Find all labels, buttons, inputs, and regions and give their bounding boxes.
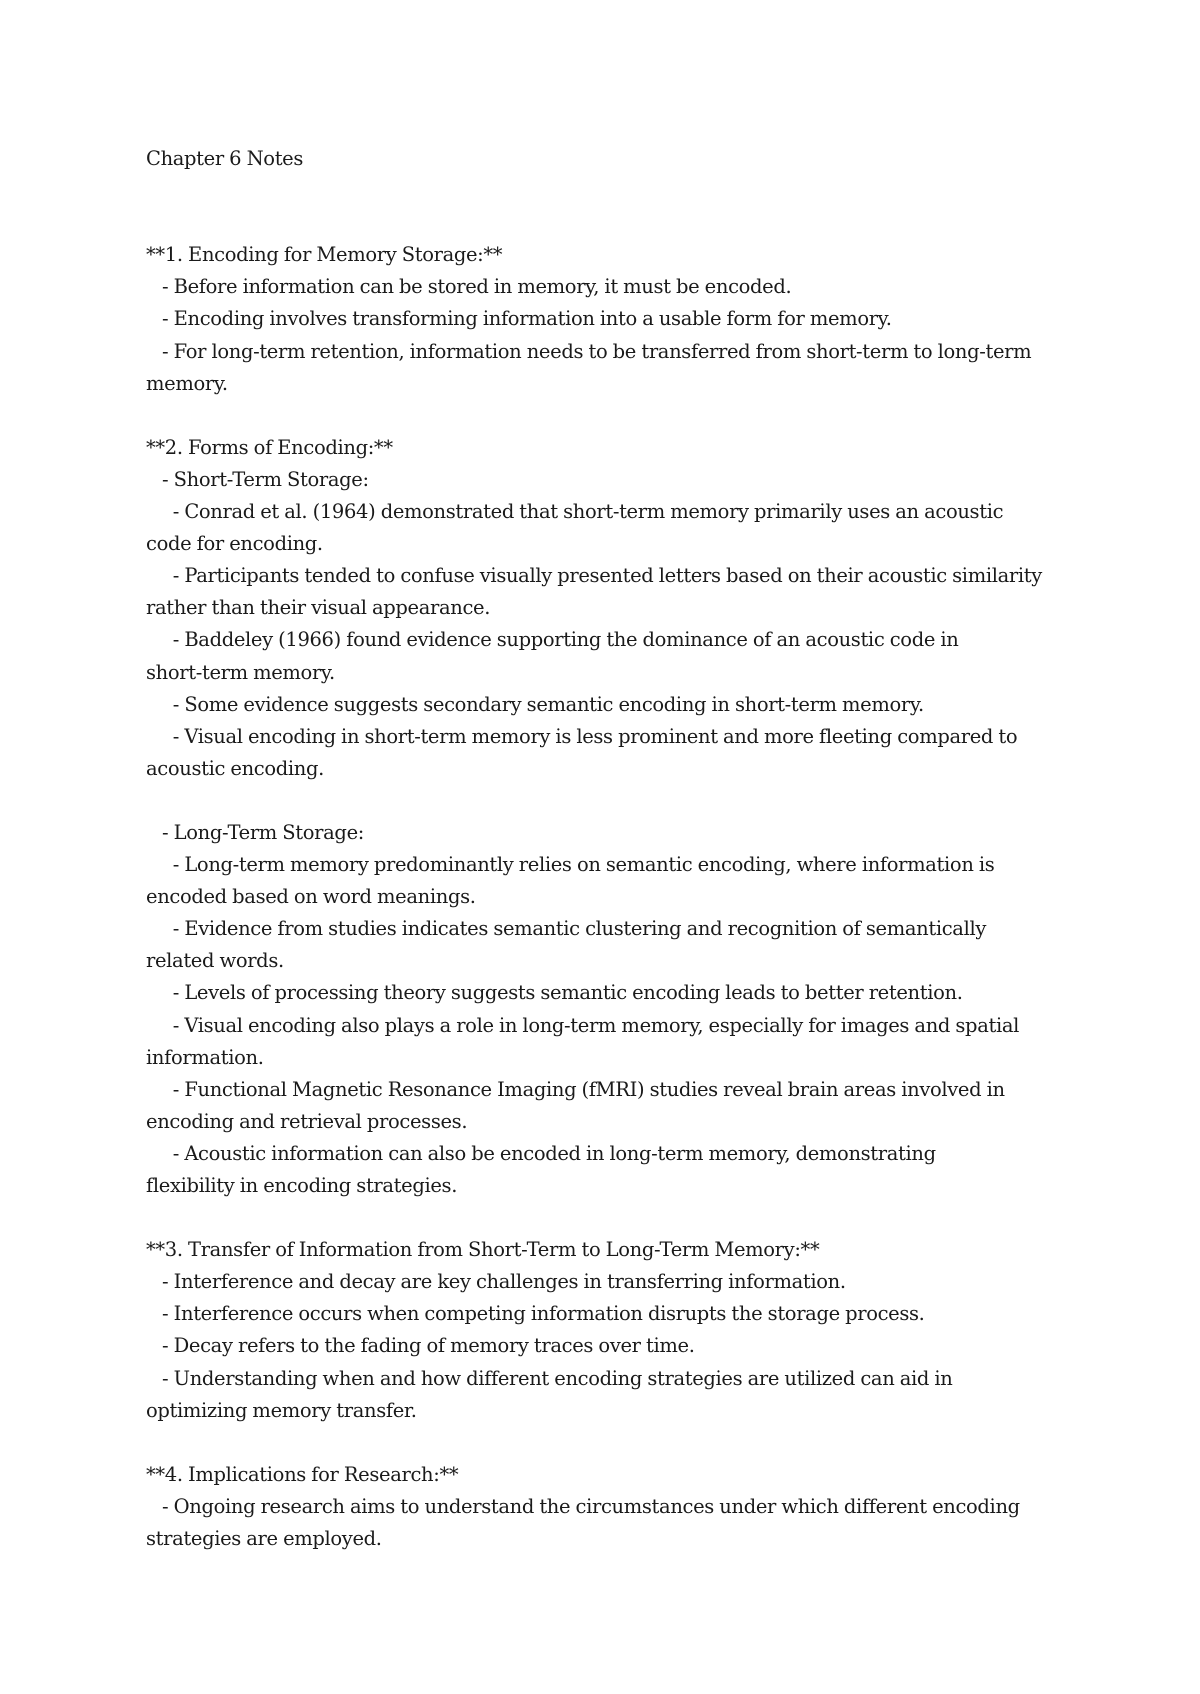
section-line: - Visual encoding also plays a role in long-term memory, especially for images and spatial — [146, 1013, 1019, 1037]
section-line: rather than their visual appearance. — [146, 596, 491, 620]
section-spacer — [146, 400, 1076, 432]
section-heading: **4. Implications for Research:** — [146, 1462, 459, 1486]
section-line: information. — [146, 1045, 264, 1069]
section-line: - Conrad et al. (1964) demonstrated that short-term memory primarily uses an acoustic — [146, 500, 1004, 524]
section-line: - Acoustic information can also be encoded in long-term memory, demonstrating — [146, 1141, 936, 1165]
section-2 — [146, 432, 1076, 1202]
section-line: memory. — [146, 371, 228, 395]
section-line: - Ongoing research aims to understand the circumstances under which different encoding — [146, 1494, 1020, 1518]
section-line: - Levels of processing theory suggests semantic encoding leads to better retention. — [146, 981, 963, 1005]
section-line: encoded based on word meanings. — [146, 885, 476, 909]
section-line: - Interference occurs when competing information disrupts the storage process. — [146, 1302, 925, 1326]
section-line: - Long-Term Storage: — [146, 820, 364, 844]
section-line: - Visual encoding in short-term memory is less prominent and more fleeting compared to — [146, 724, 1018, 748]
section-heading: **2. Forms of Encoding:** — [146, 435, 393, 459]
section-line — [146, 785, 1076, 817]
section-line: - Baddeley (1966) found evidence supporting the dominance of an acoustic code in — [146, 628, 959, 652]
section-line: - Understanding when and how different encoding strategies are utilized can aid in — [146, 1366, 953, 1390]
section-line: flexibility in encoding strategies. — [146, 1174, 458, 1197]
section-spacer — [146, 1427, 1076, 1459]
section-heading: **3. Transfer of Information from Short-Term to Long-Term Memory:** — [146, 1238, 820, 1262]
document-body — [146, 143, 1076, 1555]
section-line: - Before information can be stored in memory, it must be encoded. — [146, 275, 792, 299]
section-line: - Decay refers to the fading of memory traces over time. — [146, 1334, 695, 1358]
section-line: code for encoding. — [146, 532, 323, 556]
document-title: Chapter 6 Notes — [146, 147, 304, 170]
section-line: - Functional Magnetic Resonance Imaging (fMRI) studies reveal brain areas involved in — [146, 1077, 1005, 1101]
title-spacer — [146, 175, 1076, 239]
section-1 — [146, 239, 1076, 399]
section-line: strategies are employed. — [146, 1527, 382, 1551]
section-3 — [146, 1234, 1076, 1427]
section-line: acoustic encoding. — [146, 756, 324, 780]
section-spacer — [146, 1202, 1076, 1234]
section-line: - Evidence from studies indicates semantic clustering and recognition of semantically — [146, 917, 987, 941]
section-line: - Short-Term Storage: — [146, 467, 369, 491]
section-line: - Long-term memory predominantly relies on semantic encoding, where information is — [146, 853, 995, 877]
section-heading: **1. Encoding for Memory Storage:** — [146, 243, 503, 267]
section-line: - Some evidence suggests secondary semantic encoding in short-term memory. — [146, 692, 924, 716]
section-line: - Participants tended to confuse visually presented letters based on their acoustic similarity — [146, 564, 1042, 588]
section-4 — [146, 1459, 1076, 1555]
section-line: - Encoding involves transforming information into a usable form for memory. — [146, 307, 892, 331]
section-line: - For long-term retention, information needs to be transferred from short-term to long-term — [146, 339, 1032, 363]
section-line: encoding and retrieval processes. — [146, 1109, 468, 1133]
section-line: optimizing memory transfer. — [146, 1398, 417, 1422]
section-line: short-term memory. — [146, 660, 335, 684]
section-line: - Interference and decay are key challenges in transferring information. — [146, 1270, 846, 1294]
section-line: related words. — [146, 949, 284, 973]
